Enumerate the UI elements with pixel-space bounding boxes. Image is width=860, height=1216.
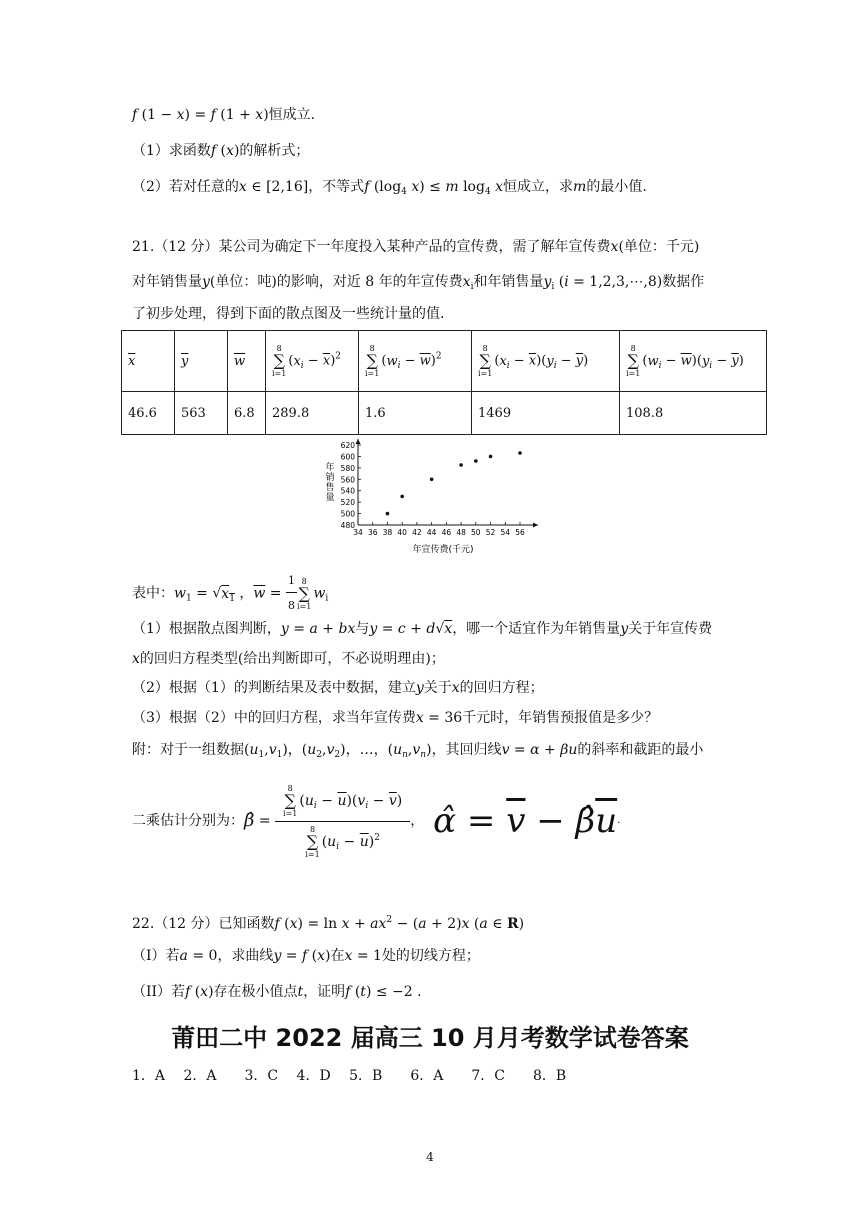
p21-q3: （3）根据（2）中的回归方程，求当年宣传费x = 36千元时，年销售预报值是多少？: [132, 710, 659, 726]
cell-y-bar: 563: [175, 392, 228, 435]
y-tick-label: 500: [340, 509, 355, 519]
col-x-bar: $\overline{x}$: [122, 331, 175, 392]
answer-title: 莆田二中 2022 届高三 10 月月考数学试卷答案: [171, 1024, 689, 1052]
x-tick-label: 56: [515, 528, 525, 537]
x-axis-label: 年宣传费(千元): [412, 545, 474, 555]
p21-q2: （2）根据（1）的判断结果及表中数据，建立y关于x的回归方程；: [132, 680, 544, 696]
p21-q1: （1）根据散点图判断，y = a + bx与y = c + d√x，哪一个适宜作为年销售量y关于年宣传费: [132, 621, 713, 637]
y-tick-label: 580: [340, 463, 355, 473]
x-tick-label: 42: [412, 528, 422, 537]
data-point: [518, 451, 522, 455]
x-tick-label: 48: [456, 528, 466, 537]
col-y-bar: $\overline{y}$: [175, 331, 228, 392]
y-axis-arrow: [356, 439, 361, 444]
x-tick-label: 34: [353, 528, 363, 537]
p21-formula: 二乘估计分别为： β̂ = 8 ∑ i=1 $(u_i - \overline{u})(v_i - \overline{v})$ 8 ∑ i=1 $(u_i - \overline{u})^2$ ， α̂ = $\overline{v}$ − $\betâ\overline{u}$ .: [132, 783, 621, 859]
statistics-table: [121, 330, 767, 435]
y-tick-label: 560: [340, 475, 355, 485]
data-point: [400, 495, 404, 499]
p21-head: 21.（12 分）某公司为确定下一年度投入某种产品的宣传费，需了解年宣传费x(单位：千元): [132, 239, 700, 255]
table-header-row: [122, 331, 767, 392]
x-tick-labels: [353, 522, 525, 537]
x-tick-label: 50: [471, 528, 481, 537]
y-tick-label: 620: [340, 441, 355, 450]
cell-sum-wy: 108.8: [620, 392, 767, 435]
p21-line2: 对年销售量y(单位：吨)的影响，对近 8 年的年宣传费$x_i$和年销售量$y_i$ (i = 1,2,3,⋯,8)数据作: [132, 274, 705, 292]
data-point: [430, 477, 434, 481]
p21-q1-cont: x的回归方程类型(给出判断即可，不必说明理由)；: [132, 651, 445, 667]
data-point: [474, 459, 478, 463]
x-tick-label: 44: [426, 528, 437, 537]
col-sum-wy: 8 ∑ i=1 $(w_i - \overline{w})(y_i - \overline{y})$: [620, 331, 767, 392]
y-tick-label: 540: [340, 486, 355, 496]
page-number: 4: [426, 1150, 434, 1164]
data-points: [386, 451, 522, 515]
x-tick-label: 38: [382, 528, 393, 537]
prev-q2: （2）若对任意的x ∈ [2,16]，不等式f ($\log_4$ x) ≤ m $\log_4 x$恒成立，求m的最小值.: [132, 179, 647, 197]
data-point: [489, 455, 493, 459]
p21-note: 表中：$w_1 = √x_1$ ，$\overline{w}$ = $\frac{1}{8}$ 8 ∑ i=1 $w_i$: [132, 571, 328, 616]
answer-list: 1．A 2．A 3．C 4．D 5．B 6．A 7．C 8．B: [132, 1068, 567, 1084]
x-axis-arrow: [533, 523, 538, 528]
x-tick-label: 54: [500, 528, 511, 537]
col-sum-ww: 8 ∑ i=1 $(w_i - \overline{w})^2$: [359, 331, 472, 392]
p22-i: （I）若a = 0，求曲线y = f (x)在x = 1处的切线方程；: [132, 948, 480, 964]
x-tick-label: 40: [397, 528, 407, 537]
cell-w-bar: 6.8: [228, 392, 266, 435]
data-point: [459, 463, 463, 467]
y-tick-label: 480: [340, 521, 355, 530]
cell-x-bar: 46.6: [122, 392, 175, 435]
p22-ii: （II）若f (x)存在极小值点t，证明f (t) ≤ −2 .: [132, 984, 422, 1000]
p22-head: 22.（12 分）已知函数f $(x) = \ln x + ax^2 - (a + 2)x$ (a ∈ R): [132, 915, 525, 932]
col-w-bar: $\overline{w}$: [228, 331, 266, 392]
y-axis-label: 年销售量: [325, 463, 335, 503]
y-tick-label: 520: [340, 498, 355, 508]
prev-q1: （1）求函数f (x)的解析式；: [132, 143, 310, 159]
prev-line-1: f (1 − x) = f (1 + x)恒成立.: [132, 107, 316, 123]
scatter-plot: [318, 434, 558, 559]
x-tick-label: 46: [441, 528, 452, 537]
p21-line3: 了初步处理，得到下面的散点图及一些统计量的值.: [132, 306, 445, 322]
cell-sum-xy: 1469: [472, 392, 620, 435]
y-tick-label: 600: [340, 452, 355, 462]
cell-sum-xx: 289.8: [266, 392, 359, 435]
p21-appendix: 附：对于一组数据$(u_1,v_1)$，$(u_2,v_2)$，…，$(u_n,v_n)$，其回归线v = α + βu的斜率和截距的最小: [132, 742, 704, 760]
cell-sum-ww: 1.6: [359, 392, 472, 435]
x-tick-label: 36: [367, 528, 378, 537]
table-row: [122, 392, 767, 435]
data-point: [386, 512, 390, 516]
chart-axes: [356, 439, 539, 528]
x-tick-label: 52: [485, 528, 496, 537]
col-sum-xx: 8 ∑ i=1 $(x_i - \overline{x})^2$: [266, 331, 359, 392]
col-sum-xy: 8 ∑ i=1 $(x_i - \overline{x})(y_i - \overline{y})$: [472, 331, 620, 392]
